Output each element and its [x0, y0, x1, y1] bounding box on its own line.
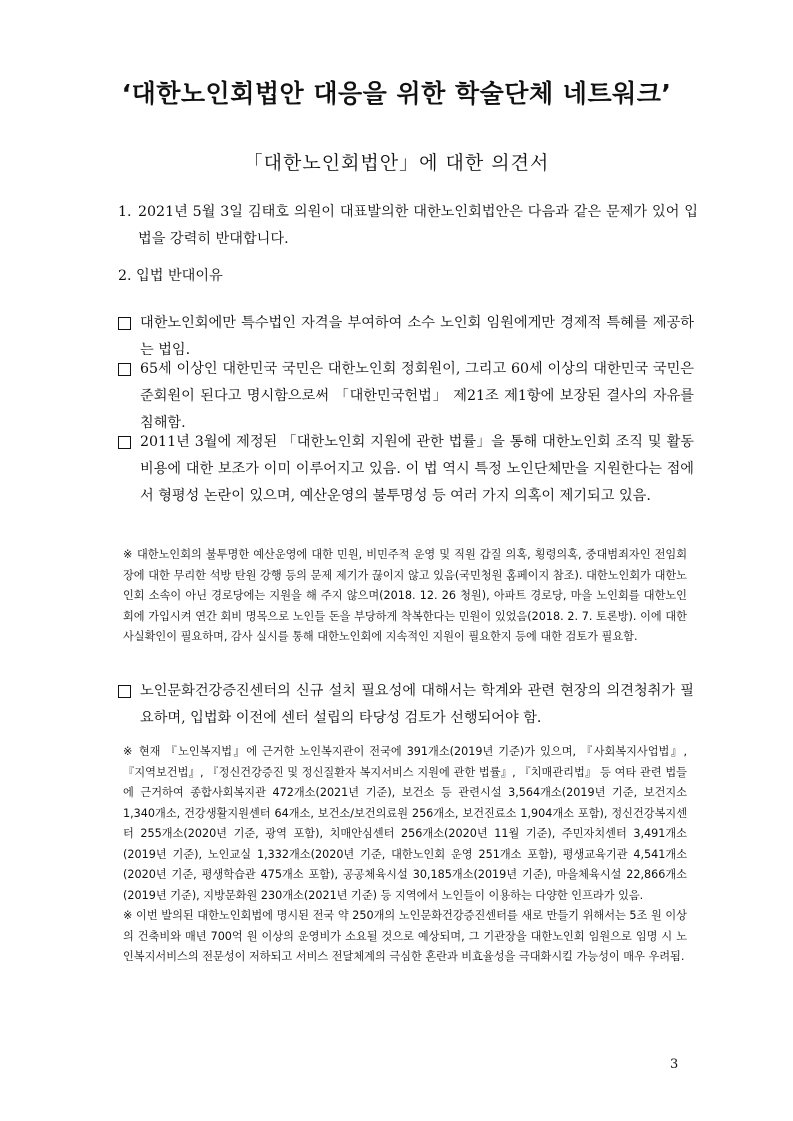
note-2 — [123, 742, 687, 968]
note-2-cost-concern: ※ 이번 발의된 대한노인회법에 명시된 전국 약 250개의 노인문화건강증진센터를 새로 만들기 위해서는 5조 원 이상의 건축비와 매년 700억 원 이상의 운영비가 소요될 것으로 예상되며, 그 기관장을 대한노인회 임원으로 임명 시 노인복지서비스의 전문성이 저하되고 서비스 전달체계의 극심한 혼란과 비효율성을 극대화시킬 가능성이 매우 우려됨. — [123, 909, 687, 963]
checkbox-square-icon — [118, 685, 131, 698]
section-1-text: 2021년 5월 3일 김태호 의원이 대표발의한 대한노인회법안은 다음과 같은 문제가 있어 입법을 강력히 반대합니다. — [138, 204, 698, 247]
checkbox-square-icon — [118, 363, 131, 376]
bullet-item — [118, 678, 694, 732]
bullet-item — [118, 356, 694, 437]
checkbox-square-icon — [118, 317, 131, 330]
section-1-number: 1. — [118, 204, 132, 220]
section-1 — [118, 199, 698, 253]
bullet-text: 노인문화건강증진센터의 신규 설치 필요성에 대해서는 학계와 관련 현장의 의견청취가 필요하며, 입법화 이전에 센터 설립의 타당성 검토가 선행되어야 함. — [140, 683, 694, 726]
page-number: 3 — [670, 1057, 679, 1072]
note-2-infrastructure: ※ 현재 『노인복지법』에 근거한 노인복지관이 전국에 391개소(2019년 기준)가 있으며, 『사회복지사업법』, 『지역보건법』, 『정신건강증진 및 정신질환자 복지서비스 지원에 관한 법률』, 『치매관리법』 등 여타 관련 법들에 근거하여 종합사회복지관 472개소(2021년 기준), 보건소 등 관련시설 3,564개소(2019년 기준, 보건지소 1,340개소, 건강생활지원센터 64개소, 보건소/보건의료원 256개소, 보건진료소 1,904개소 포함), 정신건강복지센터 255개소(2020년 기준, 광역 포함), 치매안심센터 256개소(2020년 11월 기준), 주민자치센터 3,491개소(2019년 기준), 노인교실 1,332개소(2020년 기준, 대한노인회 운영 251개소 포함), 평생교육기관 4,541개소(2020년 기준, 평생학습관 475개소 포함), 공공체육시설 30,185개소(2019년 기준), 마을체육시설 22,866개소(2019년 기준), 지방문화원 230개소(2021년 기준) 등 지역에서 노인들이 이용하는 다양한 인프라가 있음. — [123, 745, 687, 902]
section-2-heading: 2. 입법 반대이유 — [118, 268, 223, 284]
document-subtitle: 「대한노인회법안」에 대한 의견서 — [243, 152, 550, 174]
checkbox-square-icon — [118, 436, 131, 449]
bullet-text: 대한노인회에만 특수법인 자격을 부여하여 소수 노인회 임원에게만 경제적 특혜를 제공하는 법임. — [140, 315, 694, 358]
bullet-text: 2011년 3월에 제정된 「대한노인회 지원에 관한 법률」을 통해 대한노인회 조직 및 활동비용에 대한 보조가 이미 이루어지고 있음. 이 법 역시 특정 노인단체만을 지원한다는 점에서 형평성 논란이 있으며, 예산운영의 불투명성 등 여러 가지 의혹이 제기되고 있음. — [140, 434, 694, 504]
note-1: ※ 대한노인회의 불투명한 예산운영에 대한 민원, 비민주적 운영 및 직원 갑질 의혹, 횡령의혹, 중대범죄자인 전임회장에 대한 무리한 석방 탄원 강행 등의 문제 제기가 끊이지 않고 있음(국민청원 홈페이지 참조). 대한노인회가 대한노인회 소속이 아닌 경로당에는 지원을 해 주지 않으며(2018. 12. 26 청원), 아파트 경로당, 마을 노인회를 대한노인회에 가입시켜 연간 회비 명목으로 노인들 돈을 부당하게 착복한다는 민원이 있었음(2018. 2. 7. 토론방). 이에 대한 사실확인이 필요하며, 감사 실시를 통해 대한노인회에 지속적인 지원이 필요한지 등에 대한 검토가 필요함. — [123, 548, 687, 643]
document-title: ‘대한노인회법안 대응을 위한 학술단체 네트워크’ — [121, 79, 672, 108]
bullet-item — [118, 429, 694, 510]
bullet-text: 65세 이상인 대한민국 국민은 대한노인회 정회원이, 그리고 60세 이상의 대한민국 국민은 준회원이 된다고 명시함으로써 「대한민국헌법」 제21조 제1항에 보장된 결사의 자유를 침해함. — [140, 361, 694, 431]
